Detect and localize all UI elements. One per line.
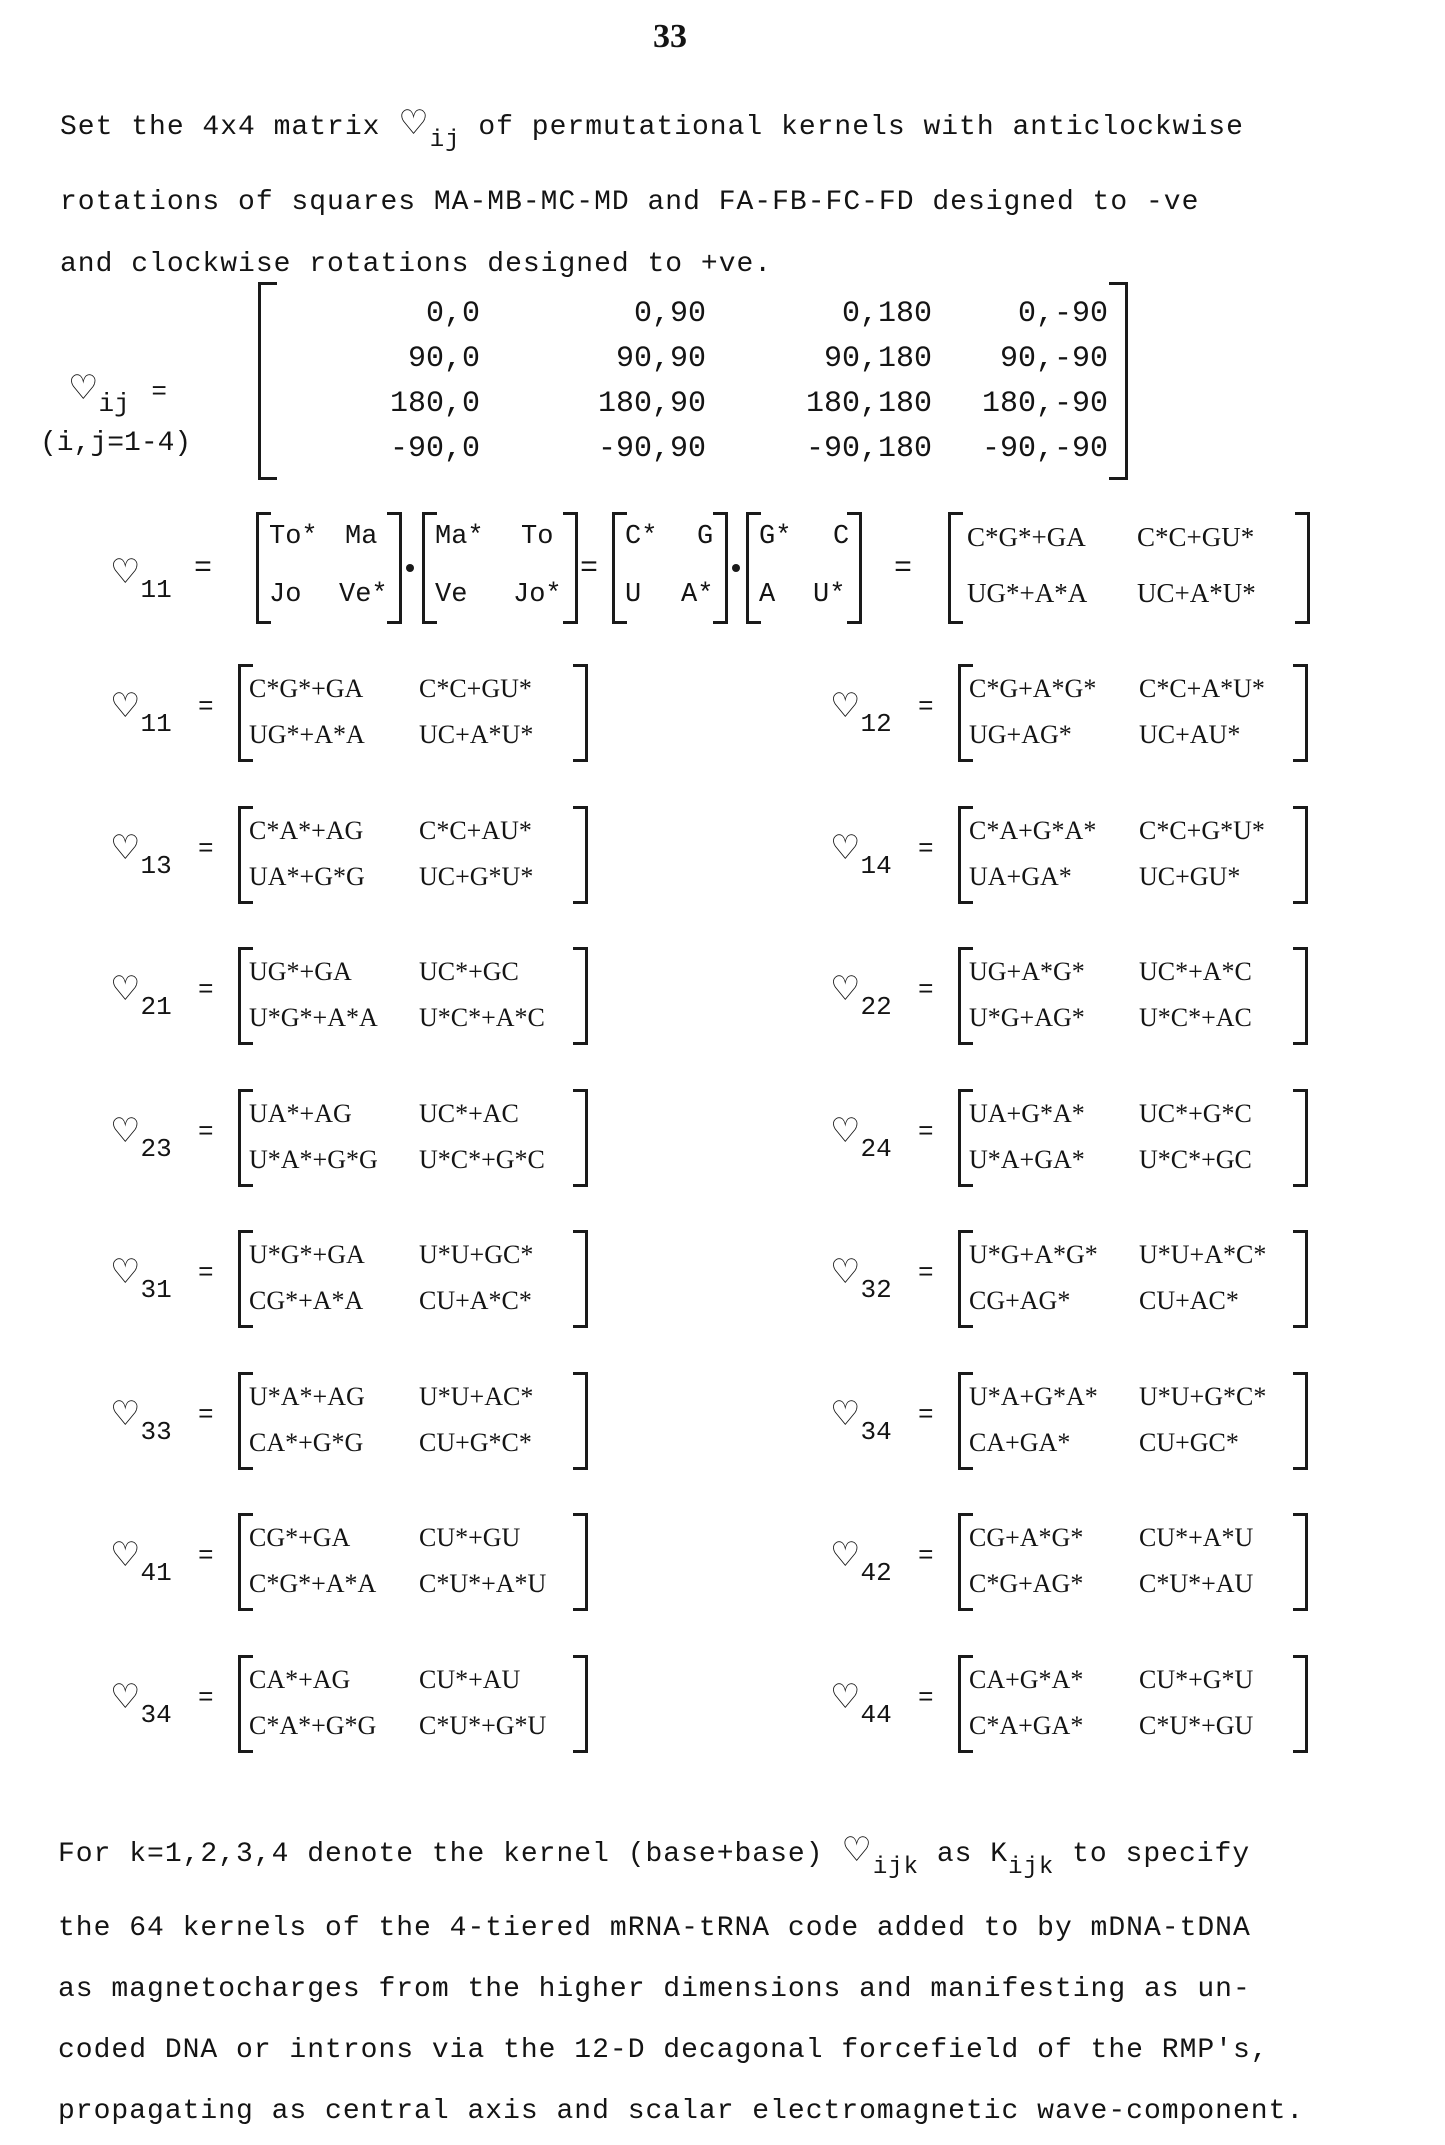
- matrix-cell: 0,180: [841, 297, 932, 331]
- matrix-grid: [280, 296, 1120, 467]
- kernel-matrix: [830, 1089, 1430, 1199]
- kernel-bracket-matrix: [238, 664, 588, 762]
- kernel-bracket-matrix: [958, 806, 1308, 904]
- matrix-cell: C*A+GA*: [969, 1711, 1084, 1740]
- kernel-bracket-matrix: [238, 1655, 588, 1753]
- intro-text-b: of permutational kernels with anticlockwise: [478, 112, 1244, 143]
- heart-symbol: ♡: [841, 1830, 873, 1870]
- equals-sign: =: [918, 975, 934, 1005]
- matrix-cell: G*: [759, 522, 792, 552]
- matrix-cell: 180,-90: [981, 387, 1108, 421]
- multiply-dot: [406, 564, 414, 572]
- matrix-cell: C*: [625, 522, 658, 552]
- matrix-cell: CG+AG*: [969, 1286, 1071, 1315]
- matrix-cell: UG*+A*A: [249, 720, 365, 749]
- heart-symbol: ♡: [110, 686, 141, 726]
- intro-line-3: and clockwise rotations designed to +ve.: [60, 249, 773, 280]
- symbol-subscript: ij: [429, 127, 461, 154]
- kernel-matrix: [830, 1513, 1430, 1623]
- matrix-cell: 180,180: [805, 387, 932, 421]
- matrix-cell: 90,180: [823, 342, 932, 376]
- matrix-cell: C*U*+A*U: [419, 1569, 547, 1598]
- closing-text-c: to specify: [1072, 1839, 1251, 1870]
- rotation-matrix: [258, 282, 1128, 480]
- matrix-m3: [612, 512, 728, 624]
- multiply-dot: [732, 564, 740, 572]
- kernel-bracket-matrix: [238, 806, 588, 904]
- heart-symbol: ♡: [110, 1111, 141, 1151]
- kernel-label: [110, 1535, 172, 1588]
- kernel-subscript: 11: [140, 709, 172, 739]
- matrix-cell: CU*+A*U: [1139, 1523, 1254, 1552]
- matrix-cell: U*G*+A*A: [249, 1003, 378, 1032]
- matrix-cell: CU+A*C*: [419, 1286, 532, 1315]
- equals-sign: =: [894, 552, 913, 586]
- intro-line-2: rotations of squares MA-MB-MC-MD and FA-FB-FC-FD designed to -ve: [60, 187, 1200, 218]
- matrix-cell: Ve*: [339, 580, 388, 610]
- matrix-cell: UC+AU*: [1139, 720, 1241, 749]
- matrix-cell: CG*+A*A: [249, 1286, 364, 1315]
- kernel-subscript: 14: [860, 851, 892, 881]
- kernel-subscript: 34: [140, 1700, 172, 1730]
- matrix-cell: C*G+AG*: [969, 1569, 1084, 1598]
- heart-symbol: ♡: [830, 1535, 861, 1575]
- matrix-cell: CU+G*C*: [419, 1428, 532, 1457]
- matrix-cell: U*C*+G*C: [419, 1145, 545, 1174]
- equals-sign: =: [198, 1541, 214, 1571]
- equals-sign: =: [198, 1258, 214, 1288]
- matrix-cell: To: [521, 522, 554, 552]
- matrix-cell: U*C*+AC: [1139, 1003, 1252, 1032]
- equals-sign: =: [198, 692, 214, 722]
- matrix-cell: C*U*+GU: [1139, 1711, 1254, 1740]
- matrix-cell: UA+GA*: [969, 862, 1072, 891]
- matrix-cell: 180,0: [389, 387, 480, 421]
- matrix-cell: Ma: [345, 522, 378, 552]
- kernel-bracket-matrix: [958, 1089, 1308, 1187]
- kernel-bracket-matrix: [238, 1372, 588, 1470]
- heart-symbol: ♡: [68, 368, 99, 408]
- heart-symbol: ♡: [110, 552, 141, 592]
- matrix-cell: C*C+GU*: [1137, 522, 1255, 552]
- kernel-label: [110, 1111, 172, 1164]
- equals-sign: =: [918, 1541, 934, 1571]
- heart-symbol: ♡: [110, 1394, 141, 1434]
- heart-symbol: ♡: [830, 969, 861, 1009]
- closing-line-3: as magnetocharges from the higher dimensions and manifesting as un-: [58, 1974, 1251, 2005]
- matrix-m4: [746, 512, 862, 624]
- matrix-cell: C*C+AU*: [419, 816, 532, 845]
- kernel-label: [830, 1394, 892, 1447]
- matrix-cell: To*: [269, 522, 318, 552]
- closing-line-4: coded DNA or introns via the 12-D decagonal forcefield of the RMP's,: [58, 2035, 1269, 2066]
- matrix-cell: CG*+GA: [249, 1523, 351, 1552]
- equals-sign: =: [918, 1117, 934, 1147]
- kernel-bracket-matrix: [958, 1655, 1308, 1753]
- matrix-cell: C*C+GU*: [419, 674, 532, 703]
- closing-text-b: as: [936, 1839, 973, 1870]
- kernel-bracket-matrix: [238, 1513, 588, 1611]
- heart-symbol: ♡: [110, 1252, 141, 1292]
- matrix-cell: U*G+AG*: [969, 1003, 1085, 1032]
- symbol-subscript: ij: [98, 389, 130, 419]
- matrix-cell: C*U*+AU: [1139, 1569, 1254, 1598]
- kernel-matrix: [830, 806, 1430, 916]
- matrix-cell: U*U+GC*: [419, 1240, 534, 1269]
- kernel-subscript: 32: [860, 1275, 892, 1305]
- matrix-cell: UC*+A*C: [1139, 957, 1252, 986]
- kernel-label: [110, 969, 172, 1022]
- matrix-cell: C*G*+GA: [967, 522, 1086, 552]
- matrix-cell: Ma*: [435, 522, 484, 552]
- kernel-matrix: [110, 664, 710, 774]
- kernel-label: [830, 828, 892, 881]
- matrix-cell: U*U+AC*: [419, 1382, 534, 1411]
- matrix-cell: UG+AG*: [969, 720, 1072, 749]
- matrix-cell: A: [759, 580, 776, 610]
- matrix-cell: CU*+GU: [419, 1523, 521, 1552]
- matrix-cell: C*A+G*A*: [969, 816, 1097, 845]
- kernel-subscript: 44: [860, 1700, 892, 1730]
- matrix-m1: [256, 512, 402, 624]
- matrix-cell: CU+AC*: [1139, 1286, 1239, 1315]
- kernel-subscript: 23: [140, 1134, 172, 1164]
- equals-sign: =: [198, 1683, 214, 1713]
- symbol-subscript: 11: [140, 575, 172, 605]
- matrix-cell: G: [697, 522, 714, 552]
- kernel-label: [830, 686, 892, 739]
- kernel-matrix: [110, 1655, 710, 1765]
- matrix-cell: C*U*+G*U: [419, 1711, 547, 1740]
- matrix-cell: -90,-90: [981, 432, 1108, 466]
- matrix-cell: C*G*+A*A: [249, 1569, 377, 1598]
- matrix-cell: 90,-90: [999, 342, 1108, 376]
- kernel-label: [110, 1252, 172, 1305]
- matrix-cell: UC+A*U*: [1137, 578, 1256, 608]
- kernel-bracket-matrix: [958, 664, 1308, 762]
- kernel-label: [830, 969, 892, 1022]
- matrix-cell: UC*+GC: [419, 957, 519, 986]
- kernel-matrix: [110, 947, 710, 1057]
- matrix-cell: UG+A*G*: [969, 957, 1085, 986]
- heart-symbol: ♡: [830, 1252, 861, 1292]
- matrix-cell: UA*+AG: [249, 1099, 352, 1128]
- matrix-cell: 90,0: [407, 342, 480, 376]
- kernel-matrix: [110, 806, 710, 916]
- product-label: [110, 552, 172, 605]
- kernel-subscript: 12: [860, 709, 892, 739]
- matrix-cell: UA+G*A*: [969, 1099, 1085, 1128]
- matrix-cell: C*A*+AG: [249, 816, 364, 845]
- matrix-cell: CU*+AU: [419, 1665, 521, 1694]
- kernel-matrix: [110, 1089, 710, 1199]
- heart-symbol: ♡: [110, 1535, 141, 1575]
- left-bracket: [258, 282, 277, 480]
- matrix-m2: [422, 512, 578, 624]
- matrix-cell: UC+A*U*: [419, 720, 534, 749]
- matrix-cell: 0,-90: [1017, 297, 1108, 331]
- equals-sign: =: [198, 1400, 214, 1430]
- kernel-matrix: [830, 1655, 1430, 1765]
- kernel-matrix: [110, 1513, 710, 1623]
- matrix-cell: C*G+A*G*: [969, 674, 1097, 703]
- kernel-symbol-k: K: [990, 1839, 1009, 1870]
- matrix-cell: CA*+G*G: [249, 1428, 364, 1457]
- matrix-cell: UG*+GA: [249, 957, 352, 986]
- heart-symbol: ♡: [830, 1394, 861, 1434]
- kernel-matrix: [830, 947, 1430, 1057]
- kernel-subscript: 33: [140, 1417, 172, 1447]
- matrix-cell: U*C*+GC: [1139, 1145, 1252, 1174]
- matrix-cell: 0,90: [633, 297, 706, 331]
- matrix-cell: C*G*+GA: [249, 674, 364, 703]
- matrix-cell: U: [625, 580, 642, 610]
- kernel-subscript: 42: [860, 1558, 892, 1588]
- main-matrix-label: [68, 368, 167, 419]
- kernel-label: [830, 1535, 892, 1588]
- heart-symbol: ♡: [830, 686, 861, 726]
- matrix-cell: CU+GC*: [1139, 1428, 1239, 1457]
- kernel-subscript: 21: [140, 992, 172, 1022]
- kernel-bracket-matrix: [958, 947, 1308, 1045]
- kernel-bracket-matrix: [958, 1372, 1308, 1470]
- intro-line-1: [60, 92, 1400, 172]
- matrix-cell: CA*+AG: [249, 1665, 351, 1694]
- matrix-cell: CA+GA*: [969, 1428, 1071, 1457]
- matrix-cell: C: [833, 522, 850, 552]
- matrix-cell: 0,0: [425, 297, 480, 331]
- matrix-cell: Jo: [269, 580, 302, 610]
- equals-sign: =: [198, 975, 214, 1005]
- closing-line-5: propagating as central axis and scalar electromagnetic wave-component.: [58, 2096, 1305, 2127]
- equals-sign: =: [580, 552, 599, 586]
- k-subscript: ijk: [1008, 1854, 1055, 1881]
- kernel-matrix: [110, 1230, 710, 1340]
- kernel-bracket-matrix: [958, 1230, 1308, 1328]
- heart-symbol: ♡: [110, 828, 141, 868]
- heart-symbol: ♡: [398, 103, 430, 143]
- heart-symbol: ♡: [830, 1111, 861, 1151]
- matrix-cell: UG*+A*A: [967, 578, 1088, 608]
- matrix-cell: Jo*: [513, 580, 562, 610]
- kernel-bracket-matrix: [238, 1230, 588, 1328]
- index-range: (i,j=1-4): [40, 428, 192, 459]
- matrix-result: [948, 512, 1310, 624]
- heart-symbol: ♡: [830, 1677, 861, 1717]
- matrix-cell: 180,90: [597, 387, 706, 421]
- matrix-cell: U*C*+A*C: [419, 1003, 545, 1032]
- equals-sign: =: [198, 834, 214, 864]
- closing-line-1: [58, 1820, 1418, 1898]
- kernel-label: [110, 686, 172, 739]
- kernel-subscript: 31: [140, 1275, 172, 1305]
- matrix-cell: CU*+G*U: [1139, 1665, 1254, 1694]
- kernel-label: [830, 1252, 892, 1305]
- matrix-cell: UC+G*U*: [419, 862, 534, 891]
- heart-symbol: ♡: [110, 1677, 141, 1717]
- intro-paragraph: [60, 92, 1400, 296]
- kernel-matrix: [830, 1230, 1430, 1340]
- matrix-cell: U*U+G*C*: [1139, 1382, 1267, 1411]
- matrix-cell: UC+GU*: [1139, 862, 1241, 891]
- kernel-label: [110, 1394, 172, 1447]
- matrix-cell: U*A*+G*G: [249, 1145, 378, 1174]
- matrix-cell: CG+A*G*: [969, 1523, 1084, 1552]
- intro-text-a: Set the 4x4 matrix: [60, 112, 381, 143]
- equals-sign: =: [198, 1117, 214, 1147]
- matrix-cell: U*A+GA*: [969, 1145, 1085, 1174]
- kernel-subscript: 22: [860, 992, 892, 1022]
- matrix-cell: U*: [813, 580, 846, 610]
- closing-paragraph: [58, 1820, 1418, 2142]
- matrix-cell: UC*+G*C: [1139, 1099, 1252, 1128]
- equals-sign: =: [918, 692, 934, 722]
- kernel-bracket-matrix: [238, 947, 588, 1045]
- matrix-cell: U*A*+AG: [249, 1382, 365, 1411]
- matrix-cell: U*U+A*C*: [1139, 1240, 1267, 1269]
- matrix-cell: A*: [681, 580, 714, 610]
- kernel-label: [110, 828, 172, 881]
- matrix-cell: -90,0: [389, 432, 480, 466]
- equals-sign: =: [918, 834, 934, 864]
- closing-text-a: For k=1,2,3,4 denote the kernel (base+base): [58, 1839, 824, 1870]
- matrix-cell: -90,180: [805, 432, 932, 466]
- kernel-matrix: [830, 664, 1430, 774]
- kernel-bracket-matrix: [238, 1089, 588, 1187]
- matrix-cell: UC*+AC: [419, 1099, 519, 1128]
- product-equation: [110, 512, 1360, 632]
- equals-sign: =: [918, 1683, 934, 1713]
- matrix-cell: Ve: [435, 580, 468, 610]
- matrix-cell: UA*+G*G: [249, 862, 365, 891]
- matrix-cell: -90,90: [597, 432, 706, 466]
- matrix-cell: U*G*+GA: [249, 1240, 365, 1269]
- matrix-cell: C*C+A*U*: [1139, 674, 1265, 703]
- kernel-subscript: 13: [140, 851, 172, 881]
- kernel-label: [830, 1677, 892, 1730]
- equals-sign: =: [151, 377, 167, 407]
- matrix-cell: U*G+A*G*: [969, 1240, 1098, 1269]
- kernel-label: [830, 1111, 892, 1164]
- heart-symbol: ♡: [110, 969, 141, 1009]
- equals-sign: =: [918, 1258, 934, 1288]
- kernel-matrix: [830, 1372, 1430, 1482]
- matrix-cell: C*C+G*U*: [1139, 816, 1265, 845]
- kernel-label: [110, 1677, 172, 1730]
- page-number: 33: [653, 18, 687, 55]
- equals-sign: =: [918, 1400, 934, 1430]
- kernel-subscript: 41: [140, 1558, 172, 1588]
- heart-symbol: ♡: [830, 828, 861, 868]
- symbol-subscript: ijk: [872, 1854, 920, 1881]
- matrix-cell: CA+G*A*: [969, 1665, 1084, 1694]
- matrix-cell: 90,90: [615, 342, 706, 376]
- kernel-subscript: 24: [860, 1134, 892, 1164]
- kernel-subscript: 34: [860, 1417, 892, 1447]
- kernel-matrix: [110, 1372, 710, 1482]
- kernel-bracket-matrix: [958, 1513, 1308, 1611]
- matrix-cell: U*A+G*A*: [969, 1382, 1098, 1411]
- equals-sign: =: [194, 552, 213, 586]
- matrix-cell: C*A*+G*G: [249, 1711, 377, 1740]
- closing-line-2: the 64 kernels of the 4-tiered mRNA-tRNA code added to by mDNA-tDNA: [58, 1913, 1251, 1944]
